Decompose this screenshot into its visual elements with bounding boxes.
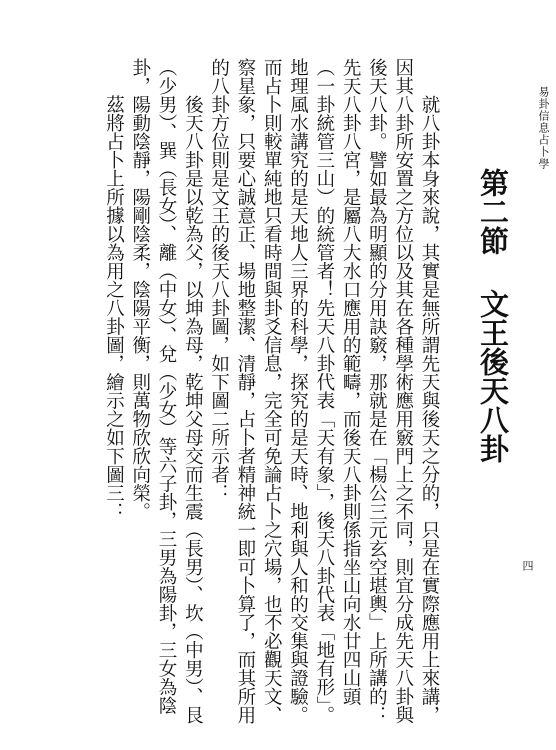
page-number: 四	[521, 560, 534, 571]
paragraph-1: 就八卦本身來說，其實是無所謂先天與後天之分的，只是在實際應用上來講，因其八卦所安置之方位以及其在各種學術應用竅門上之不同，則宜分成先天八卦與後天八卦。譬如最為明顯的分用訣竅，那就是在「楊公三元玄空堪輿」上所講的：先天八卦八宮，是屬八大水口應用的範疇，而後天八卦則係指坐山向水廿四山頭（一卦統管三山）的統管者！先天八卦代表「天有象」，後天八卦代表「地有形」。地理風水講究的是天地人三界的科學，探究的是天時、地利與人和的交集與證驗。而占卜則較單純地只看時間與卦爻信息，完全可免論占卜之穴場，也不必觀天文、察星象，只要心誠意正、場地整潔、清靜，占卜者精神統一即可卜算了，而其所用的八卦方位則是文王的後天八卦圖，如下圖二所示者：	[208, 58, 440, 724]
paragraph-3: 茲將占卜上所據以為用之八卦圖，繪示之如下圖三：	[103, 95, 125, 521]
section-title	[475, 168, 511, 498]
section-number: 第二節	[476, 168, 510, 255]
body-text	[0, 58, 442, 738]
paragraph-2: 後天八卦是以乾為父，以坤為母，乾坤父母交而生震（長男）、坎（中男）、艮（少男）、巽（長女）、離（中女）、兌（少女）等六子卦，三男為陽卦，三女為陰卦，陽動陰靜，陽剛陰柔，陰陽平衡，則萬物欣欣向榮。	[129, 58, 204, 724]
running-header: 易卦信息占卜學	[537, 86, 550, 170]
section-name: 文王後天八卦	[476, 289, 510, 463]
